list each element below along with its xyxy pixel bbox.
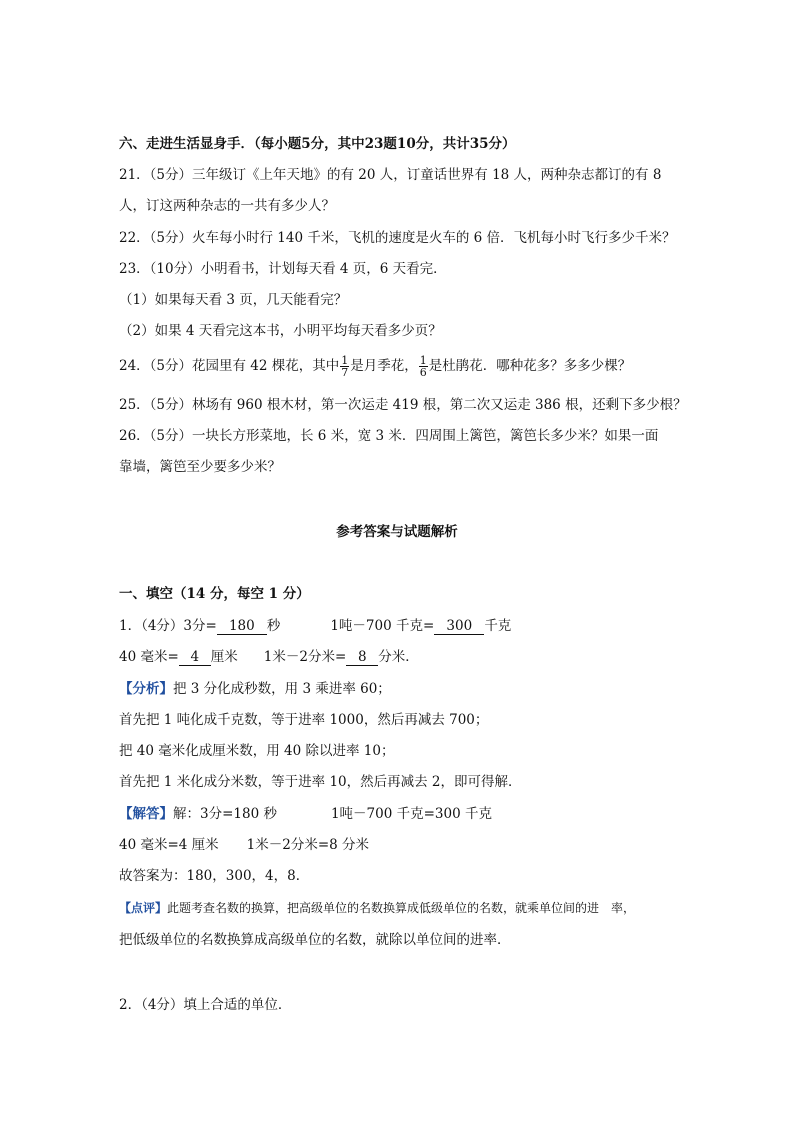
question-21-line2: 人，订这两种杂志的一共有多少人？ [119,198,335,214]
question-23-sub1: （1）如果每天看 3 页，几天能看完？ [119,292,348,308]
fill-blank-2: 300 [434,618,484,635]
comment-line2: 把低级单位的名数换算成高级单位的名数，就除以单位间的进率． [119,932,511,948]
question-24 [119,355,631,378]
analysis-line1: 【分析】把 3 分化成秒数，用 3 乘进率 60； [119,681,391,697]
analysis-line4: 首先把 1 米化成分米数，等于进率 10，然后再减去 2，即可得解． [119,774,522,790]
fraction-one-sixth: $\frac{1}{6}$ [419,354,427,379]
analysis-tag: 【分析】 [119,681,173,697]
question-24-part2: 是月季花， [350,358,418,374]
question-26-line1: 26．（5分）一块长方形菜地，长 6 米，宽 3 米．四周围上篱笆，篱笆长多少米？如果一面 [119,428,659,444]
question-22: 22．（5分）火车每小时行 140 千米，飞机的速度是火车的 6 倍．飞机每小时飞行多少千米？ [119,230,676,246]
solution-line1: 【解答】解：3分=180 秒 1吨－700 千克=300 千克 [119,806,492,822]
question-21-line1: 21．（5分）三年级订《上年天地》的有 20 人，订童话世界有 18 人，两种杂志都订的有 8 [119,167,662,183]
answer-1-line1: 1．（4分）3分= 180 秒 1吨－700 千克= 300 千克 [119,618,512,634]
question-23: 23．（10分）小明看书，计划每天看 4 页，6 天看完． [119,261,447,277]
comment-tag: 【点评】 [119,901,168,915]
analysis-line3: 把 40 毫米化成厘米数，用 40 除以进率 10； [119,743,395,759]
fill-blank-4: 8 [346,649,378,666]
answer-2-heading: 2．（4分）填上合适的单位． [119,997,292,1013]
answers-section-1-heading: 一、填空（14 分，每空 1 分） [119,586,310,602]
answers-title: 参考答案与试题解析 [336,524,458,540]
comment-line1: 【点评】此题考查名数的换算，把高级单位的名数换算成低级单位的名数，就乘单位间的进 率， [119,901,636,915]
fill-blank-3: 4 [179,649,211,666]
answer-1-line2: 40 毫米= 4 厘米 1米－2分米= 8 分米． [119,649,419,665]
fraction-one-seventh: $\frac{1}{7}$ [341,354,349,379]
fill-blank-1: 180 [217,618,267,635]
question-24-part1: 24．（5分）花园里有 42 棵花，其中 [119,358,340,374]
question-25: 25．（5分）林场有 960 根木材，第一次运走 419 根，第二次又运走 386 根，还剩下多少根？ [119,397,687,413]
question-26-line2: 靠墙，篱笆至少要多少米？ [119,459,281,475]
solution-line2: 40 毫米=4 厘米 1米－2分米=8 分米 [119,837,370,853]
question-24-part3: 是杜鹃花．哪种花多？多多少棵？ [428,358,632,374]
question-23-sub2: （2）如果 4 天看完这本书，小明平均每天看多少页？ [119,323,442,339]
solution-tag: 【解答】 [119,806,173,822]
section-6-heading: 六、走进生活显身手．（每小题5分，其中23题10分，共计35分） [119,136,516,152]
solution-line3: 故答案为：180，300，4，8． [119,868,310,884]
analysis-line2: 首先把 1 吨化成千克数，等于进率 1000，然后再减去 700； [119,712,489,728]
